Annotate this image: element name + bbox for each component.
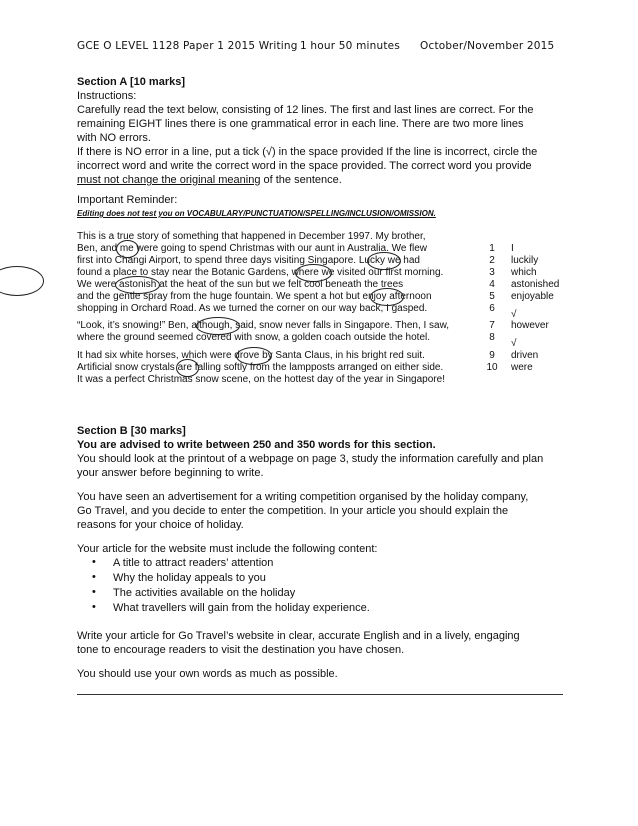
exam-session: October/November 2015	[420, 40, 555, 52]
error-circle	[196, 317, 240, 335]
section-b-paragraph: tone to encourage readers to visit the destination you have chosen.	[77, 644, 405, 656]
instruction-tail: of the sentence.	[260, 174, 342, 186]
bullet-dot: •	[92, 571, 96, 583]
reminder-text: Editing does not test you on VOCABULARY/PUNCTUATION/SPELLING/INCLUSION/OMISSION.	[77, 209, 436, 218]
answer-number: 9	[489, 350, 495, 361]
error-circle	[176, 359, 199, 377]
answer-number: 8	[489, 332, 495, 343]
passage-line: and the gentle spray from the huge fountain. We spent a hot but enjoy afternoon	[77, 291, 432, 302]
answer-number: 1	[489, 243, 495, 254]
bullet-item: A title to attract readers’ attention	[113, 557, 274, 569]
error-circle	[295, 264, 332, 282]
answer-number: 2	[489, 255, 495, 266]
bullet-dot: •	[92, 601, 96, 613]
bullet-dot: •	[92, 556, 96, 568]
section-b-paragraph: You should use your own words as much as possible.	[77, 668, 338, 680]
answer-number: 7	[489, 320, 495, 331]
section-b-paragraph: Your article for the website must include the following content:	[77, 543, 378, 555]
instructions-line: with NO errors.	[77, 132, 151, 144]
answer-number: 6	[489, 303, 495, 314]
instructions-line: incorrect word and write the correct word in the space provided. The correct word you provide	[77, 160, 532, 172]
passage-line: Ben, and me were going to spend Christmas with our aunt in Australia. We flew	[77, 243, 427, 254]
answer-tick: √	[511, 338, 517, 349]
error-circle	[236, 347, 272, 365]
answer-tick: √	[511, 309, 517, 320]
section-b-subtitle: You are advised to write between 250 and 350 words for this section.	[77, 439, 436, 451]
instructions-line: Carefully read the text below, consisting of 12 lines. The first and last lines are correct. For the	[77, 104, 534, 116]
bullet-item: The activities available on the holiday	[113, 587, 296, 599]
footer-divider	[77, 694, 563, 695]
answer-text: driven	[511, 350, 539, 361]
exam-title: GCE O LEVEL 1128 Paper 1 2015 Writing	[77, 40, 298, 52]
answer-number: 5	[489, 291, 495, 302]
passage-line: This is a true story of something that happened in December 1997. My brother,	[77, 231, 426, 242]
answer-number: 4	[489, 279, 495, 290]
bullet-item: Why the holiday appeals to you	[113, 572, 266, 584]
margin-oval	[0, 266, 44, 296]
error-circle	[116, 240, 139, 258]
section-a-title: Section A [10 marks]	[77, 76, 186, 88]
passage-line: Artificial snow crystals are falling softly from the lampposts arranged on either side.	[77, 362, 444, 373]
answer-number: 3	[489, 267, 495, 278]
error-circle	[370, 288, 404, 306]
section-b-paragraph: Write your article for Go Travel’s website in clear, accurate English and in a lively, engaging	[77, 630, 520, 642]
passage-line: It was a perfect Christmas snow scene, on the hottest day of the year in Singapore!	[77, 374, 445, 385]
answer-text: however	[511, 320, 549, 331]
passage-line: where the ground seemed covered with snow, a golden coach outside the hotel.	[77, 332, 431, 343]
answer-text: were	[511, 362, 533, 373]
instructions-line: remaining EIGHT lines there is one grammatical error in each line. There are two more lines	[77, 118, 524, 130]
passage-line: found a place to stay near the Botanic Gardens, where we visited our first morning.	[77, 267, 444, 278]
answer-text: luckily	[511, 255, 539, 266]
answer-number: 10	[486, 362, 498, 373]
error-circle	[367, 252, 401, 270]
underlined-instruction: must not change the original meaning	[77, 174, 261, 186]
passage-line: We were astonish at the heat of the sun but we felt cool beneath the trees	[77, 279, 404, 290]
reminder-label: Important Reminder:	[77, 194, 178, 206]
instructions-line: If there is NO error in a line, put a tick (√) in the space provided If the line is incorrect, circle the	[77, 146, 538, 158]
section-b-paragraph: your answer before beginning to write.	[77, 467, 264, 479]
bullet-dot: •	[92, 586, 96, 598]
exam-duration: 1 hour 50 minutes	[300, 40, 401, 52]
passage-line: “Look, it’s snowing!” Ben, although, said, snow never falls in Singapore. Then, I saw,	[77, 320, 450, 331]
passage-line: shopping in Orchard Road. As we turned the corner on our way back, I gasped.	[77, 303, 428, 314]
bullet-item: What travellers will gain from the holiday experience.	[113, 602, 370, 614]
instructions-line-last	[77, 173, 342, 187]
error-circle	[115, 276, 160, 294]
answer-text: enjoyable	[511, 291, 554, 302]
passage-line: first into Changi Airport, to spend three days visiting Singapore. Lucky we had	[77, 255, 420, 266]
section-b-title: Section B [30 marks]	[77, 425, 186, 437]
answer-text: astonished	[511, 279, 560, 290]
section-b-paragraph: You should look at the printout of a webpage on page 3, study the information carefully and plan	[77, 453, 544, 465]
section-b-paragraph: Go Travel, and you decide to enter the competition. In your article you should explain the	[77, 505, 509, 517]
answer-text: which	[511, 267, 537, 278]
section-b-paragraph: reasons for your choice of holiday.	[77, 519, 244, 531]
passage-line: It had six white horses, which were drove by Santa Claus, in his bright red suit.	[77, 350, 425, 361]
section-b-paragraph: You have seen an advertisement for a writing competition organised by the holiday company,	[77, 491, 529, 503]
answer-text: I	[511, 243, 514, 254]
instructions-label: Instructions:	[77, 90, 137, 102]
